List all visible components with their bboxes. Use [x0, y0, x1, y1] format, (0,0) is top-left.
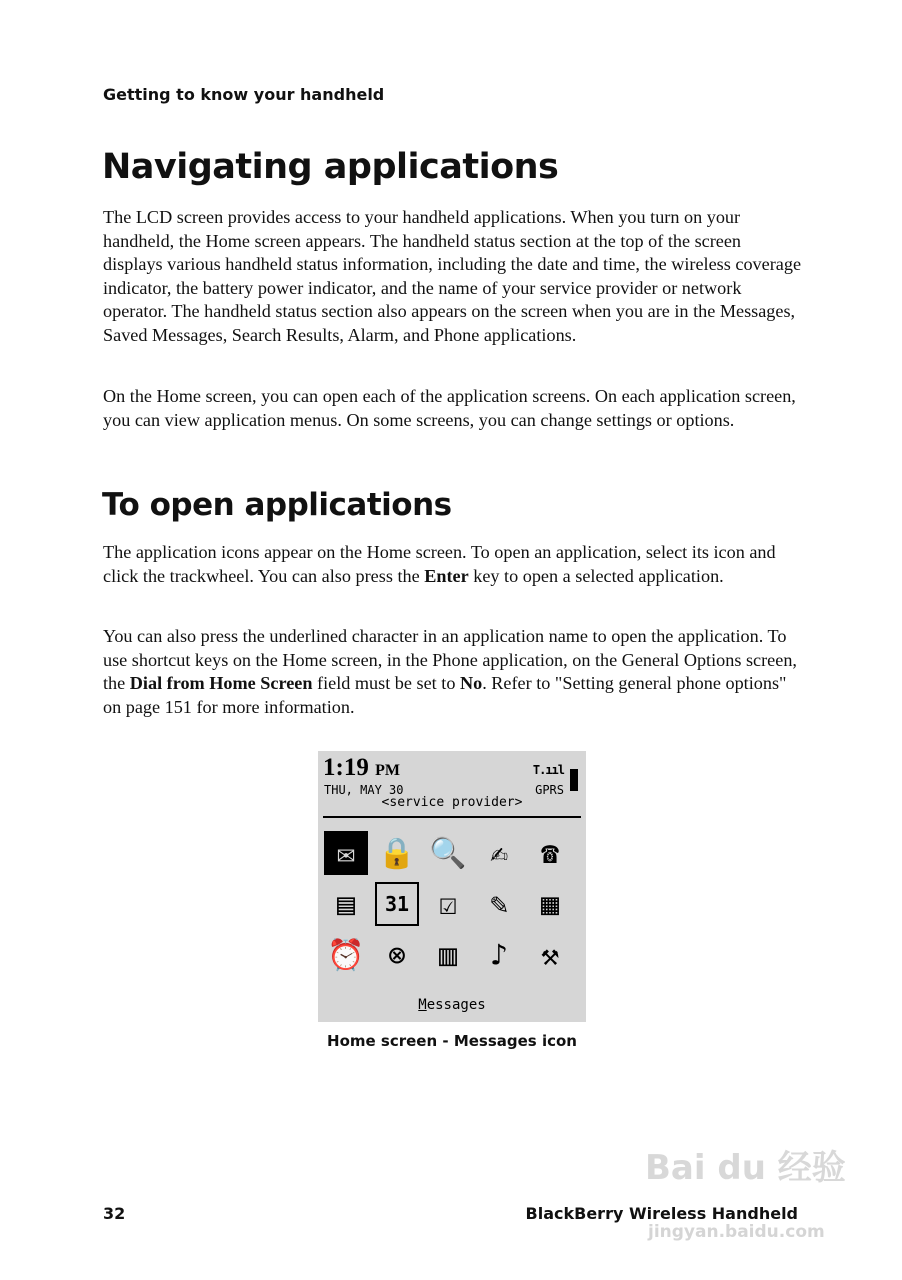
running-head: Getting to know your handheld [103, 85, 385, 104]
date: THU, MAY 30 [324, 783, 404, 797]
network-type: GPRS [535, 783, 564, 797]
text: field must be set to [312, 673, 460, 694]
selected-app-label [318, 997, 586, 1013]
ringtone-icon[interactable]: ♪ [489, 937, 509, 973]
messages-icon[interactable]: ✉ [324, 831, 368, 875]
service-provider: <service provider> [381, 795, 523, 810]
browser-icon[interactable]: ⊗ [387, 937, 407, 973]
watermark-logo: Bai du 经验 [645, 1148, 846, 1188]
am-pm: PM [375, 762, 400, 779]
paragraph [103, 625, 803, 719]
paragraph: The LCD screen provides access to your handheld applications. When you turn on your handheld, the Home screen appears. The handheld status section at the top of the screen displays various handheld status information, including the date and time, the wireless coverage indicator, the battery power indicator, and the name of your service provider or network operator. The handheld status section also appears on the screen when you are in the Messages, Saved Messages, Search Results, Alarm, and Phone applications. [103, 207, 802, 345]
options-icon[interactable]: ⚒ [540, 937, 560, 973]
text: key to open a selected application. [468, 565, 724, 586]
signal-icon: T.ııl [532, 763, 564, 777]
tasks-icon[interactable]: ☑ [438, 886, 458, 922]
memopad-icon[interactable]: ✎ [489, 886, 509, 922]
bold-term: Enter [424, 565, 469, 586]
app-icon-grid [324, 831, 579, 984]
calendar-icon[interactable]: 31 [375, 882, 419, 926]
shortcut-char: M [418, 997, 427, 1013]
book-title: BlackBerry Wireless Handheld [525, 1204, 798, 1223]
battery-icon [570, 769, 578, 791]
figure-caption: Home screen - Messages icon [327, 1032, 577, 1050]
text: You can also press the underlined character in an application name to open the application. To use shortcut keys on the Home screen, in the Phone application, on the General Options screen, the [103, 626, 797, 694]
clock [323, 754, 400, 782]
time: 1:19 [323, 754, 369, 781]
address-book-icon[interactable]: ▤ [336, 886, 356, 922]
watermark-url: jingyan.baidu.com [648, 1222, 825, 1242]
label-rest: essages [426, 997, 486, 1013]
bold-term: Dial from Home Screen [129, 673, 313, 694]
alarm-icon[interactable]: ⏰ [327, 937, 365, 973]
page-number: 32 [103, 1204, 126, 1223]
divider [323, 816, 581, 818]
text: The application icons appear on the Home screen. To open an application, select its icon and click the trackwheel. You can also press the [103, 542, 776, 586]
city-icon[interactable]: ▥ [438, 937, 458, 973]
paragraph: On the Home screen, you can open each of the application screens. On each application screen, you can view application menus. On some screens, you can change settings or options. [103, 386, 796, 430]
saved-messages-icon[interactable]: 🔒 [378, 835, 416, 871]
calculator-icon[interactable]: ▦ [540, 886, 560, 922]
home-screen-figure [318, 751, 586, 1022]
compose-icon[interactable]: ✍ [489, 835, 509, 871]
section-title: Navigating applications [102, 147, 559, 187]
subsection-title: To open applications [102, 487, 452, 523]
search-messages-icon[interactable]: 🔍 [429, 835, 467, 871]
text: . Refer to "Setting general phone options" on page 151 for more information. [103, 673, 787, 717]
paragraph [103, 541, 803, 588]
phone-icon[interactable]: ☎ [540, 835, 560, 871]
bold-term: No [459, 673, 483, 694]
